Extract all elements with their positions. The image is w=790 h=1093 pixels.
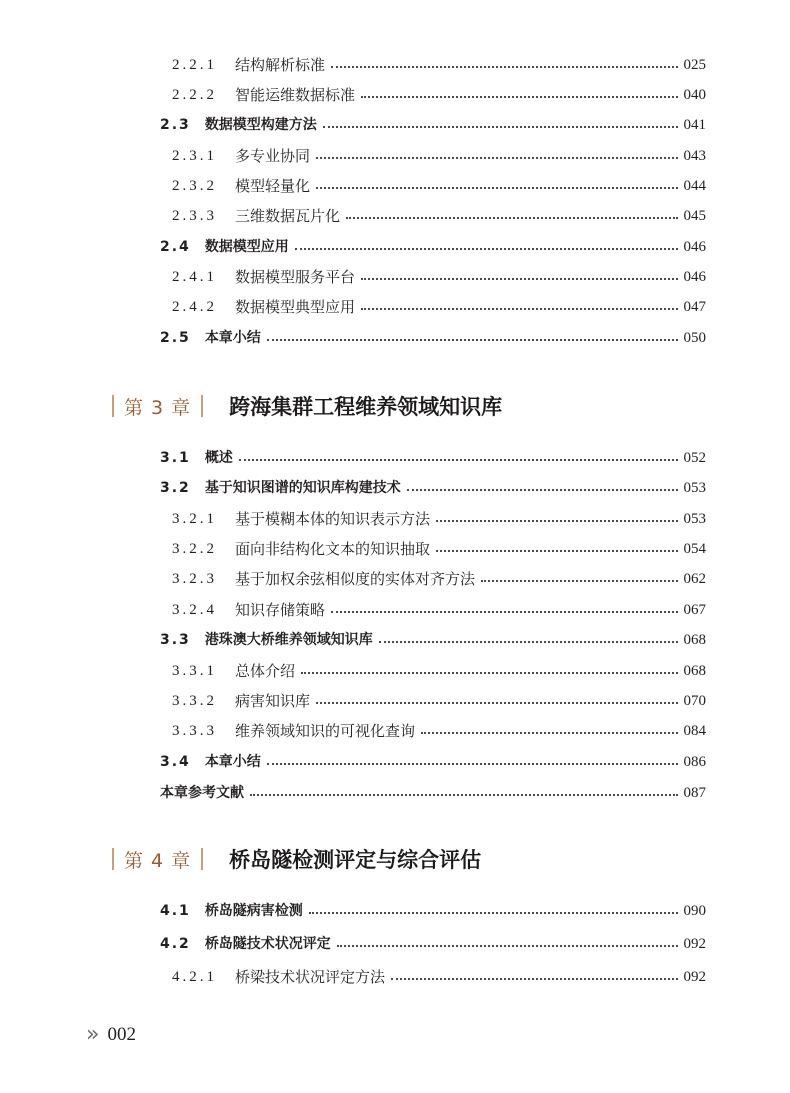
entry-number: 4.2 xyxy=(160,936,191,952)
toc-entry-2-3-1[interactable] xyxy=(172,145,706,167)
entry-page: 086 xyxy=(683,754,706,770)
entry-number: 3.3 xyxy=(160,632,191,648)
entry-number: 2.3 xyxy=(160,117,191,133)
chapter-bar-right xyxy=(201,395,203,417)
entry-title: 本章参考文献 xyxy=(160,785,244,801)
entry-title: 桥梁技术状况评定方法 xyxy=(235,968,386,986)
entry-page: 046 xyxy=(683,239,706,255)
chapter-bar-left xyxy=(112,848,114,870)
toc-entry-4-2[interactable] xyxy=(160,933,706,955)
entry-title: 面向非结构化文本的知识抽取 xyxy=(235,540,431,558)
dot-leader xyxy=(331,611,677,613)
entry-number: 3.2 xyxy=(160,480,191,496)
toc-entry-3-3-1[interactable] xyxy=(172,660,706,682)
dot-leader xyxy=(309,912,678,914)
entry-title: 基于加权余弦相似度的实体对齐方法 xyxy=(235,570,476,588)
toc-entry-3-2-1[interactable] xyxy=(172,508,706,530)
entry-number: 2.2.1 xyxy=(172,57,217,73)
toc-entry-3-3[interactable] xyxy=(160,629,706,651)
entry-title: 数据模型服务平台 xyxy=(235,268,356,286)
entry-title: 病害知识库 xyxy=(235,692,311,710)
chapter-title: 跨海集群工程维养领域知识库 xyxy=(229,394,503,419)
entry-page: 092 xyxy=(683,936,706,952)
dot-leader xyxy=(421,732,677,734)
dot-leader xyxy=(316,187,677,189)
entry-page: 052 xyxy=(683,450,706,466)
chapter-title: 桥岛隧检测评定与综合评估 xyxy=(229,847,482,872)
toc-entry-3-1[interactable] xyxy=(160,447,706,469)
entry-number: 3.2.4 xyxy=(172,602,217,618)
dot-leader xyxy=(361,96,677,98)
double-chevron-icon: » xyxy=(86,1022,100,1047)
dot-leader xyxy=(316,157,677,159)
chapter-4-heading[interactable] xyxy=(112,842,481,876)
toc-entry-2-2-1[interactable] xyxy=(172,54,706,76)
dot-leader xyxy=(436,520,677,522)
toc-entry-4-1[interactable] xyxy=(160,900,706,922)
entry-title: 基于模糊本体的知识表示方法 xyxy=(235,510,431,528)
dot-leader xyxy=(316,702,677,704)
toc-entry-2-3[interactable] xyxy=(160,114,706,136)
entry-number: 3.3.1 xyxy=(172,663,217,679)
chapter-3-heading[interactable] xyxy=(112,389,502,423)
dot-leader xyxy=(267,763,678,765)
dot-leader xyxy=(391,978,677,980)
entry-page: 053 xyxy=(683,511,706,527)
entry-number: 4.2.1 xyxy=(172,969,217,985)
entry-title: 三维数据瓦片化 xyxy=(235,207,341,225)
dot-leader xyxy=(361,278,677,280)
entry-number: 2.4 xyxy=(160,239,191,255)
toc-entry-3-4[interactable] xyxy=(160,751,706,773)
entry-number: 3.2.2 xyxy=(172,541,217,557)
entry-number: 2.5 xyxy=(160,330,191,346)
entry-page: 062 xyxy=(683,571,706,587)
entry-number: 3.1 xyxy=(160,450,191,466)
dot-leader xyxy=(407,489,678,491)
dot-leader xyxy=(346,217,677,219)
entry-page: 044 xyxy=(683,178,706,194)
entry-page: 070 xyxy=(683,693,706,709)
entry-title: 总体介绍 xyxy=(235,662,296,680)
entry-title: 基于知识图谱的知识库构建技术 xyxy=(204,480,401,496)
entry-title: 结构解析标准 xyxy=(235,56,326,74)
entry-page: 084 xyxy=(683,723,706,739)
toc-entry-2-2-2[interactable] xyxy=(172,84,706,106)
entry-title: 多专业协同 xyxy=(235,147,311,165)
dot-leader xyxy=(239,459,678,461)
entry-title: 港珠澳大桥维养领域知识库 xyxy=(204,632,373,648)
entry-page: 043 xyxy=(683,148,706,164)
entry-number: 2.3.3 xyxy=(172,208,217,224)
entry-title: 桥岛隧技术状况评定 xyxy=(204,936,331,952)
toc-entry-3-2-2[interactable] xyxy=(172,538,706,560)
toc-entry-3-2-3[interactable] xyxy=(172,568,706,590)
entry-page: 068 xyxy=(683,632,706,648)
page-footer xyxy=(86,1022,136,1047)
dot-leader xyxy=(481,580,677,582)
toc-entry-2-3-3[interactable] xyxy=(172,205,706,227)
entry-number: 3.4 xyxy=(160,754,191,770)
toc-entry-3-3-3[interactable] xyxy=(172,720,706,742)
entry-title: 概述 xyxy=(204,450,233,466)
entry-title: 数据模型应用 xyxy=(204,239,289,255)
dot-leader xyxy=(267,339,678,341)
entry-title: 知识存储策略 xyxy=(235,601,326,619)
page-number: 002 xyxy=(107,1023,136,1045)
dot-leader xyxy=(295,248,678,250)
entry-page: 092 xyxy=(683,969,706,985)
toc-entry-2-4-2[interactable] xyxy=(172,296,706,318)
entry-number: 2.4.2 xyxy=(172,299,217,315)
entry-page: 025 xyxy=(683,57,706,73)
entry-page: 067 xyxy=(683,602,706,618)
dot-leader xyxy=(436,550,677,552)
chapter-bar-left xyxy=(112,395,114,417)
entry-title: 智能运维数据标准 xyxy=(235,86,356,104)
entry-title: 数据模型构建方法 xyxy=(204,117,317,133)
toc-entry-3-2-4[interactable] xyxy=(172,599,706,621)
entry-number: 2.3.2 xyxy=(172,178,217,194)
entry-page: 047 xyxy=(683,299,706,315)
entry-page: 090 xyxy=(683,903,706,919)
entry-number: 2.3.1 xyxy=(172,148,217,164)
entry-number: 3.2.3 xyxy=(172,571,217,587)
toc-entry-2-5[interactable] xyxy=(160,327,706,349)
toc-entry-chapter3-references[interactable] xyxy=(160,782,706,804)
chapter-bar-right xyxy=(201,848,203,870)
entry-number: 2.2.2 xyxy=(172,87,217,103)
entry-title: 本章小结 xyxy=(204,330,261,346)
entry-page: 068 xyxy=(683,663,706,679)
toc-entry-3-3-2[interactable] xyxy=(172,690,706,712)
entry-number: 4.1 xyxy=(160,903,191,919)
entry-page: 040 xyxy=(683,87,706,103)
entry-page: 053 xyxy=(683,480,706,496)
toc-entry-2-3-2[interactable] xyxy=(172,175,706,197)
entry-number: 3.3.3 xyxy=(172,723,217,739)
dot-leader xyxy=(337,945,678,947)
entry-number: 3.3.2 xyxy=(172,693,217,709)
dot-leader xyxy=(250,794,678,796)
entry-page: 041 xyxy=(683,117,706,133)
entry-title: 维养领域知识的可视化查询 xyxy=(235,722,416,740)
dot-leader xyxy=(331,66,677,68)
entry-page: 054 xyxy=(683,541,706,557)
dot-leader xyxy=(361,308,677,310)
entry-number: 2.4.1 xyxy=(172,269,217,285)
entry-title: 数据模型典型应用 xyxy=(235,298,356,316)
entry-page: 045 xyxy=(683,208,706,224)
toc-entry-2-4[interactable] xyxy=(160,236,706,258)
dot-leader xyxy=(301,672,677,674)
chapter-label: 第 4 章 xyxy=(124,849,192,872)
entry-page: 087 xyxy=(683,785,706,801)
toc-entry-4-2-1[interactable] xyxy=(172,966,706,988)
chapter-label: 第 3 章 xyxy=(124,396,192,419)
entry-page: 046 xyxy=(683,269,706,285)
toc-entry-2-4-1[interactable] xyxy=(172,266,706,288)
dot-leader xyxy=(379,641,678,643)
dot-leader xyxy=(323,126,678,128)
entry-number: 3.2.1 xyxy=(172,511,217,527)
entry-title: 桥岛隧病害检测 xyxy=(204,903,303,919)
entry-title: 本章小结 xyxy=(204,754,261,770)
entry-title: 模型轻量化 xyxy=(235,177,311,195)
toc-entry-3-2[interactable] xyxy=(160,477,706,499)
entry-page: 050 xyxy=(683,330,706,346)
